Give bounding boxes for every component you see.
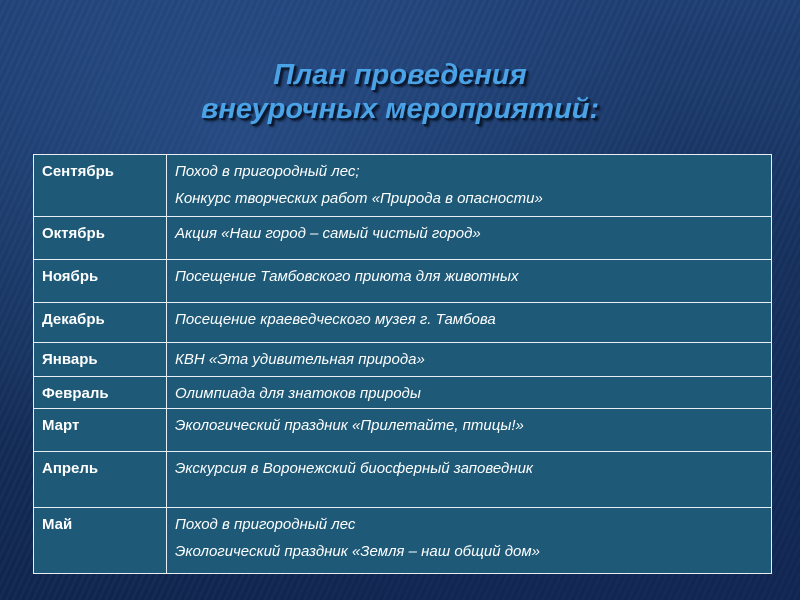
event-cell [167, 217, 772, 260]
month-cell: Январь [34, 343, 167, 377]
table-row [34, 409, 772, 452]
month-cell: Сентябрь [34, 155, 167, 217]
table-row [34, 217, 772, 260]
month-cell: Ноябрь [34, 260, 167, 303]
table-row [34, 343, 772, 377]
month-cell: Февраль [34, 377, 167, 409]
event-item: Олимпиада для знатоков природы [175, 385, 421, 402]
event-cell [167, 508, 772, 574]
table-row [34, 260, 772, 303]
month-cell: Апрель [34, 452, 167, 508]
event-cell [167, 377, 772, 409]
event-item: Акция «Наш город – самый чистый город» [175, 225, 481, 242]
table-row [34, 303, 772, 343]
event-cell [167, 409, 772, 452]
month-cell: Май [34, 508, 167, 574]
table-row [34, 508, 772, 574]
event-cell [167, 303, 772, 343]
event-cell [167, 155, 772, 217]
event-item: Конкурс творческих работ «Природа в опасности» [175, 190, 543, 207]
table-row [34, 377, 772, 409]
month-cell: Декабрь [34, 303, 167, 343]
month-cell: Март [34, 409, 167, 452]
event-cell [167, 452, 772, 508]
event-cell [167, 260, 772, 303]
page-title [0, 58, 800, 126]
title-line-2: внеурочных мероприятий: [200, 93, 600, 125]
event-item: Поход в пригородный лес; [175, 163, 360, 180]
events-plan-table [33, 154, 772, 574]
event-cell [167, 343, 772, 377]
event-item: Экологический праздник «Прилетайте, птицы!» [175, 417, 524, 434]
month-cell: Октябрь [34, 217, 167, 260]
event-item: Экологический праздник «Земля – наш общий дом» [175, 543, 540, 560]
event-item: Поход в пригородный лес [175, 516, 356, 533]
event-item: Посещение Тамбовского приюта для животных [175, 268, 519, 285]
title-line-1: План проведения [273, 59, 527, 91]
event-item: КВН «Эта удивительная природа» [175, 351, 425, 368]
table-row [34, 452, 772, 508]
event-item: Посещение краеведческого музея г. Тамбова [175, 311, 496, 328]
table-row [34, 155, 772, 217]
event-item: Экскурсия в Воронежский биосферный заповедник [175, 460, 534, 477]
